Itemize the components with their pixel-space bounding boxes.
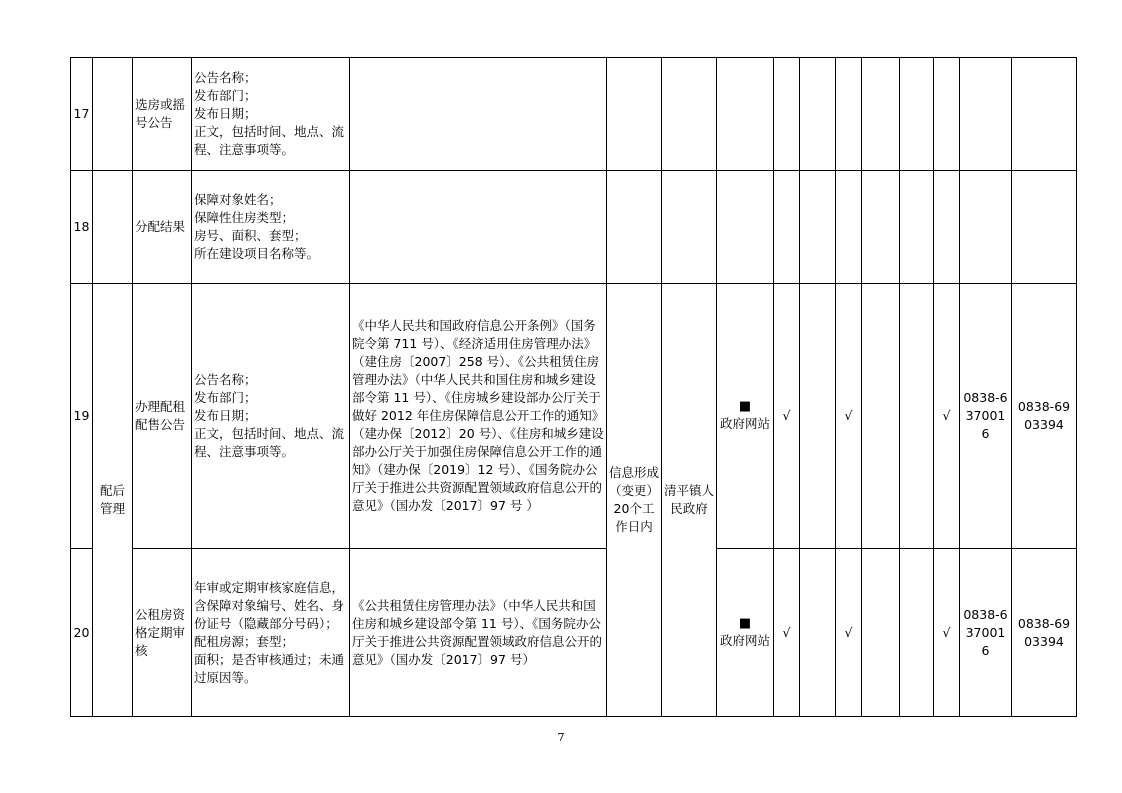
empty-cell [862, 549, 900, 717]
empty-cell [836, 171, 862, 284]
contact-phone: 0838-6370016 [960, 284, 1012, 549]
contact-phone: 0838-6370016 [960, 549, 1012, 717]
empty-cell [862, 284, 900, 549]
row-number: 19 [71, 284, 93, 549]
channel-label: 政府网站 [719, 632, 770, 648]
table-row [71, 58, 1077, 171]
disclosure-basis: 《公共租赁住房管理办法》（中华人民共和国住房和城乡建设部令第 11 号）、《国务院办公厅关于推进公共资源配置领域政府信息公开的意见》（国办发〔2017〕97 号） [350, 549, 607, 717]
empty-cell [607, 171, 662, 284]
row-number: 17 [71, 58, 93, 171]
disclosure-table [70, 57, 1077, 717]
group-label: 配后管理 [93, 284, 133, 717]
empty-cell [607, 58, 662, 171]
check-mark: √ [934, 549, 960, 717]
black-square-icon: ■ [738, 615, 752, 631]
empty-cell [717, 171, 774, 284]
empty-cell [800, 549, 836, 717]
disclosure-content: 年审或定期审核家庭信息，含保障对象编号、姓名、身份证号（隐藏部分号码）；配租房源；套型； 面积；是否审核通过；未通过原因等。 [192, 549, 350, 717]
group-cell-empty [93, 58, 133, 171]
item-name: 公租房资格定期审核 [133, 549, 192, 717]
black-square-icon: ■ [738, 399, 752, 414]
empty-cell [662, 171, 717, 284]
row-number: 18 [71, 171, 93, 284]
channel-cell [717, 284, 774, 549]
empty-cell [900, 171, 934, 284]
item-name: 分配结果 [133, 171, 192, 284]
table-row [71, 284, 1077, 549]
disclosure-content: 公告名称； 发布部门； 发布日期； 正文，包括时间、地点、流程、注意事项等。 [192, 58, 350, 171]
check-mark: √ [774, 549, 800, 717]
responsible-agency: 清平镇人民政府 [662, 284, 717, 717]
page-number: 7 [557, 731, 565, 744]
supervision-phone: 0838-6903394 [1012, 284, 1077, 549]
empty-cell [800, 171, 836, 284]
basis-empty [350, 58, 607, 171]
disclosure-content: 公告名称； 发布部门； 发布日期； 正文，包括时间、地点、流程、注意事项等。 [192, 284, 350, 549]
empty-cell [900, 284, 934, 549]
empty-cell [934, 58, 960, 171]
empty-cell [774, 171, 800, 284]
table-row [71, 171, 1077, 284]
basis-empty [350, 171, 607, 284]
empty-cell [774, 58, 800, 171]
empty-cell [836, 58, 862, 171]
check-mark: √ [836, 549, 862, 717]
empty-cell [717, 58, 774, 171]
item-name: 办理配租配售公告 [133, 284, 192, 549]
disclosure-content: 保障对象姓名； 保障性住房类型； 房号、面积、套型； 所在建设项目名称等。 [192, 171, 350, 284]
empty-cell [862, 171, 900, 284]
check-mark: √ [774, 284, 800, 549]
empty-cell [862, 58, 900, 171]
group-cell-empty [93, 171, 133, 284]
check-mark: √ [934, 284, 960, 549]
check-mark: √ [836, 284, 862, 549]
disclosure-basis: 《中华人民共和国政府信息公开条例》（国务院令第 711 号）、《经济适用住房管理办法》（建住房〔2007〕258 号）、《公共租赁住房管理办法》（中华人民共和国住房和城乡建设部令第 11 号）、《住房城乡建设部办公厅关于做好 2012 年住房保障信息公开工作的通知》（建办保〔2012〕20 号）、《住房和城乡建设部办公厅关于加强住房保障信息公开工作的通知》（建办保〔2019〕12 号）、《国务院办公厅关于推进公共资源配置领域政府信息公开的意见》（国办发〔2017〕97 号 ） [350, 284, 607, 549]
empty-cell [900, 58, 934, 171]
empty-cell [1012, 58, 1077, 171]
row-number: 20 [71, 549, 93, 717]
item-name: 选房或摇号公告 [133, 58, 192, 171]
empty-cell [800, 284, 836, 549]
empty-cell [800, 58, 836, 171]
empty-cell [900, 549, 934, 717]
empty-cell [934, 171, 960, 284]
time-limit: 信息形成（变更）20个工作日内 [607, 284, 662, 717]
empty-cell [662, 58, 717, 171]
empty-cell [960, 58, 1012, 171]
channel-label: 政府网站 [719, 416, 770, 431]
supervision-phone: 0838-6903394 [1012, 549, 1077, 717]
empty-cell [1012, 171, 1077, 284]
table-row [71, 549, 1077, 717]
channel-cell [717, 549, 774, 717]
empty-cell [960, 171, 1012, 284]
